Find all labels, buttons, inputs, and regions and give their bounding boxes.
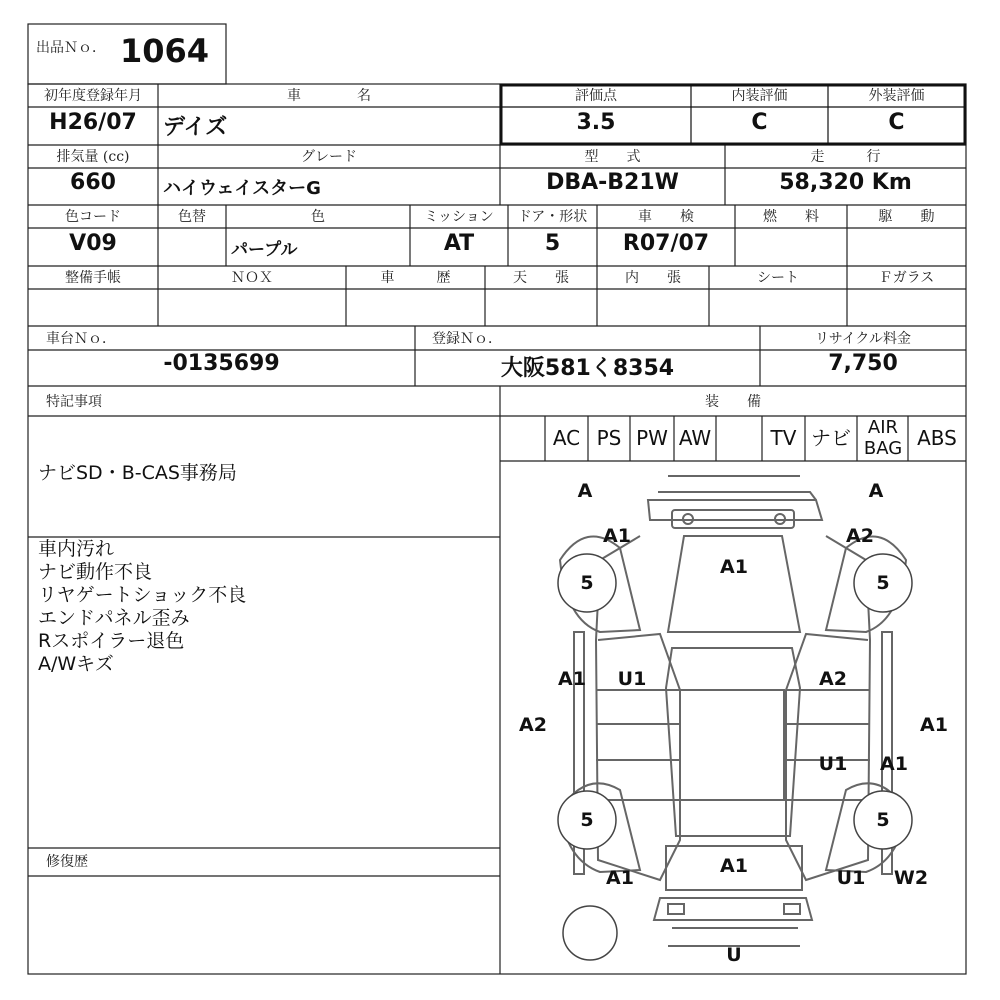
damage-rear-u: U1 xyxy=(836,867,866,889)
tire-fr: 5 xyxy=(876,572,890,594)
mission-value: AT xyxy=(443,231,475,256)
exterior-grade-label: 外装評価 xyxy=(868,88,925,104)
notes-main: ナビSD・B-CAS事務局 xyxy=(38,462,237,484)
doors-label: ドア・形状 xyxy=(517,209,588,225)
equip-pw: PW xyxy=(636,426,668,450)
equip-ac: AC xyxy=(552,426,581,450)
damage-door-rr-u: U1 xyxy=(818,753,848,775)
damage-fender-fl: A1 xyxy=(603,525,631,547)
damage-front-right: A xyxy=(868,480,884,502)
grade-value: ハイウェイスターG xyxy=(163,178,321,199)
fuel-label: 燃 料 xyxy=(763,209,819,225)
fglass-label: Ｆガラス xyxy=(878,270,935,286)
note-line: A/Wキズ xyxy=(38,653,114,675)
note-line: ナビ動作不良 xyxy=(38,561,153,583)
seat-label: シート xyxy=(757,270,799,286)
inspection-label: 車 検 xyxy=(638,209,694,225)
registration-label: 初年度登録年月 xyxy=(44,88,142,104)
notes-lines xyxy=(38,538,246,676)
score-label: 評価点 xyxy=(575,88,617,104)
displacement-label: 排気量 (cc) xyxy=(56,149,130,165)
doors-value: 5 xyxy=(544,231,561,256)
plate-value: 大阪581く8354 xyxy=(500,356,675,381)
repaint-label: 色替 xyxy=(178,209,206,225)
notes-label: 特記事項 xyxy=(46,394,102,410)
damage-door-fr: A2 xyxy=(819,668,847,690)
color-code-value: V09 xyxy=(69,231,117,256)
damage-fender-fr: A2 xyxy=(846,525,874,547)
color-code-label: 色コード xyxy=(65,209,121,225)
car-name-value: デイズ xyxy=(163,115,228,140)
displacement-value: 660 xyxy=(70,170,116,195)
tire-rr: 5 xyxy=(876,809,890,831)
equip-navi: ナビ xyxy=(811,426,851,450)
damage-hood: A1 xyxy=(720,556,748,578)
note-line: エンドパネル歪み xyxy=(38,607,190,629)
interior-grade-label: 内装評価 xyxy=(731,88,788,104)
inspection-value: R07/07 xyxy=(622,231,710,256)
car-name-label: 車 名 xyxy=(287,88,371,104)
exterior-grade-value: C xyxy=(888,110,905,135)
interior-grade-value: C xyxy=(751,110,768,135)
chassis-label: 車台Ｎｏ． xyxy=(46,331,116,347)
history-label: 車 歴 xyxy=(380,270,451,286)
equip-aw: AW xyxy=(678,426,712,450)
lot-number: 1064 xyxy=(120,32,210,70)
color-value: パープル xyxy=(231,240,298,260)
recycle-label: リサイクル料金 xyxy=(814,331,912,347)
model-label: 型 式 xyxy=(584,149,641,165)
interior-trim-label: 内 張 xyxy=(625,270,681,286)
damage-side-left: A2 xyxy=(519,714,547,736)
color-label: 色 xyxy=(311,209,325,225)
model-value: DBA-B21W xyxy=(546,170,679,195)
damage-roof-left: U1 xyxy=(617,668,647,690)
score-value: 3.5 xyxy=(576,110,616,135)
mileage-label: 走 行 xyxy=(810,149,881,165)
nox-label: ＮＯＸ xyxy=(231,270,273,286)
damage-rear-bumper: U xyxy=(726,944,742,966)
mileage-value: 58,320 Km xyxy=(779,170,912,195)
note-line: リヤゲートショック不良 xyxy=(38,584,247,606)
drive-label: 駆 動 xyxy=(878,209,935,225)
chassis-value: -0135699 xyxy=(163,351,280,376)
equip-ps: PS xyxy=(596,426,622,450)
equip-tv: TV xyxy=(770,426,797,450)
equip-abs: ABS xyxy=(917,426,957,450)
damage-front-left: A xyxy=(577,480,593,502)
registration-value: H26/07 xyxy=(49,110,137,135)
plate-label: 登録Ｎｏ． xyxy=(432,331,502,347)
damage-door-rr-a: A1 xyxy=(880,753,908,775)
equipment-label: 装 備 xyxy=(705,394,761,410)
recycle-value: 7,750 xyxy=(828,351,898,376)
note-line: 車内汚れ xyxy=(38,538,115,560)
lot-label: 出品Ｎｏ． xyxy=(36,40,106,56)
note-line: Rスポイラー退色 xyxy=(38,630,185,652)
equip-airbag: AIR BAG xyxy=(863,417,903,459)
damage-side-right: A1 xyxy=(920,714,948,736)
damage-rear-w: W2 xyxy=(893,867,929,889)
service-book-label: 整備手帳 xyxy=(65,270,121,286)
damage-rear-left: A1 xyxy=(606,867,634,889)
grade-label: グレード xyxy=(301,149,357,165)
damage-door-fl: A1 xyxy=(558,668,586,690)
tire-fl: 5 xyxy=(580,572,594,594)
sunroof-label: 天 張 xyxy=(513,270,569,286)
mission-label: ミッション xyxy=(424,209,494,225)
damage-hatch: A1 xyxy=(720,855,748,877)
tire-rl: 5 xyxy=(580,809,594,831)
repair-history-label: 修復歴 xyxy=(46,854,88,870)
